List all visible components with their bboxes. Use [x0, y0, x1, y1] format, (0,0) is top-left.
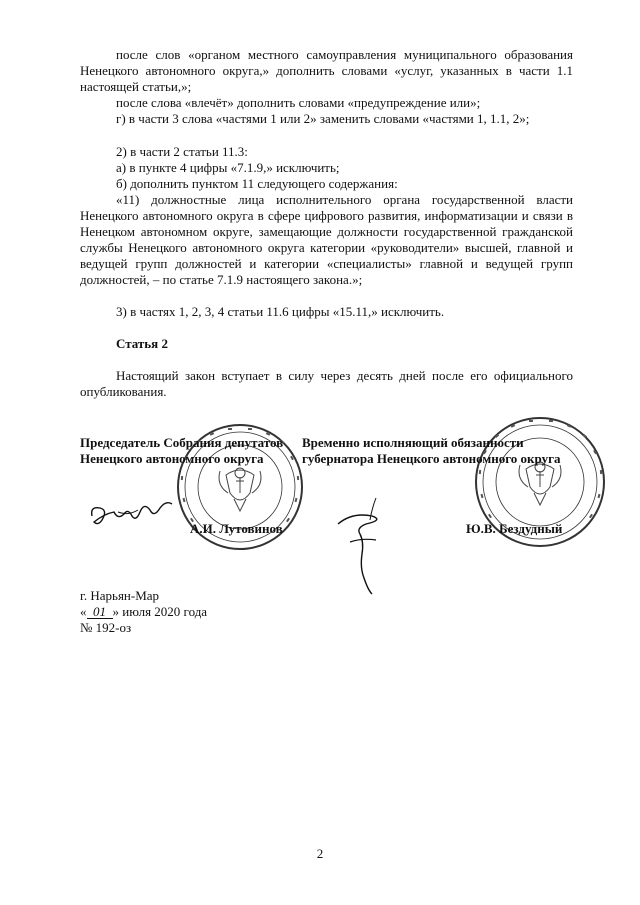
paragraph-4: 2) в части 2 статьи 11.3: [116, 144, 248, 159]
paragraph-1-line-2: Ненецкого автономного округа,» дополнить словами «услуг, указанных в части 1.1 [80, 63, 573, 78]
paragraph-7-line-5: ведущей групп должностей и категории «специалисты» главной и ведущей групп [80, 256, 573, 271]
date-day: 01 [87, 606, 113, 619]
date-line [80, 604, 207, 620]
paragraph-1-line-3: настоящей статьи,»; [80, 79, 192, 94]
date-rest: » июля 2020 года [112, 604, 208, 619]
page-number: 2 [316, 846, 324, 861]
date-open-quote: « [80, 604, 87, 619]
city: г. Нарьян-Мар [80, 588, 160, 603]
left-signatory-title-2: Ненецкого автономного округа [80, 451, 264, 466]
law-number: № 192-оз [80, 620, 132, 635]
paragraph-3: г) в части 3 слова «частями 1 или 2» заменить словами «частями 1, 1.1, 2»; [116, 111, 530, 126]
right-signatory-name: Ю.В. Бездудный [466, 521, 563, 536]
paragraph-6: б) дополнить пунктом 11 следующего содержания: [116, 176, 398, 191]
paragraph-7-line-4: службы Ненецкого автономного округа категории «руководители» высшей, главной и [80, 240, 573, 255]
paragraph-7-line-6: должностей, – по статье 7.1.9 настоящего закона.»; [80, 272, 363, 287]
left-signatory-title-1: Председатель Собрания депутатов [80, 435, 284, 450]
right-signatory-title-1: Временно исполняющий обязанности [302, 435, 524, 450]
left-signatory-name: А.И. Лутовинов [190, 521, 283, 536]
paragraph-7-line-1: «11) должностные лица исполнительного органа государственной власти [116, 192, 573, 207]
paragraph-9-line-2: опубликования. [80, 384, 167, 399]
paragraph-7-line-3: Ненецком автономном округе, замещающие должности государственной гражданской [80, 224, 573, 239]
paragraph-5: а) в пункте 4 цифры «7.1.9,» исключить; [116, 160, 340, 175]
paragraph-9-line-1: Настоящий закон вступает в силу через десять дней после его официального [116, 368, 573, 383]
handwritten-signature [88, 492, 178, 532]
paragraph-8: 3) в частях 1, 2, 3, 4 статьи 11.6 цифры «15.11,» исключить. [116, 304, 445, 319]
paragraph-7-line-2: Ненецкого автономного округа в сфере цифрового развития, информатизации и связи в [80, 208, 573, 223]
handwritten-signature [332, 494, 392, 598]
paragraph-2: после слова «влечёт» дополнить словами «предупреждение или»; [116, 95, 481, 110]
right-signatory-title-2: губернатора Ненецкого автономного округа [302, 451, 561, 466]
article-heading: Статья 2 [116, 336, 168, 351]
paragraph-1-line-1: после слов «органом местного самоуправления муниципального образования [116, 47, 573, 62]
